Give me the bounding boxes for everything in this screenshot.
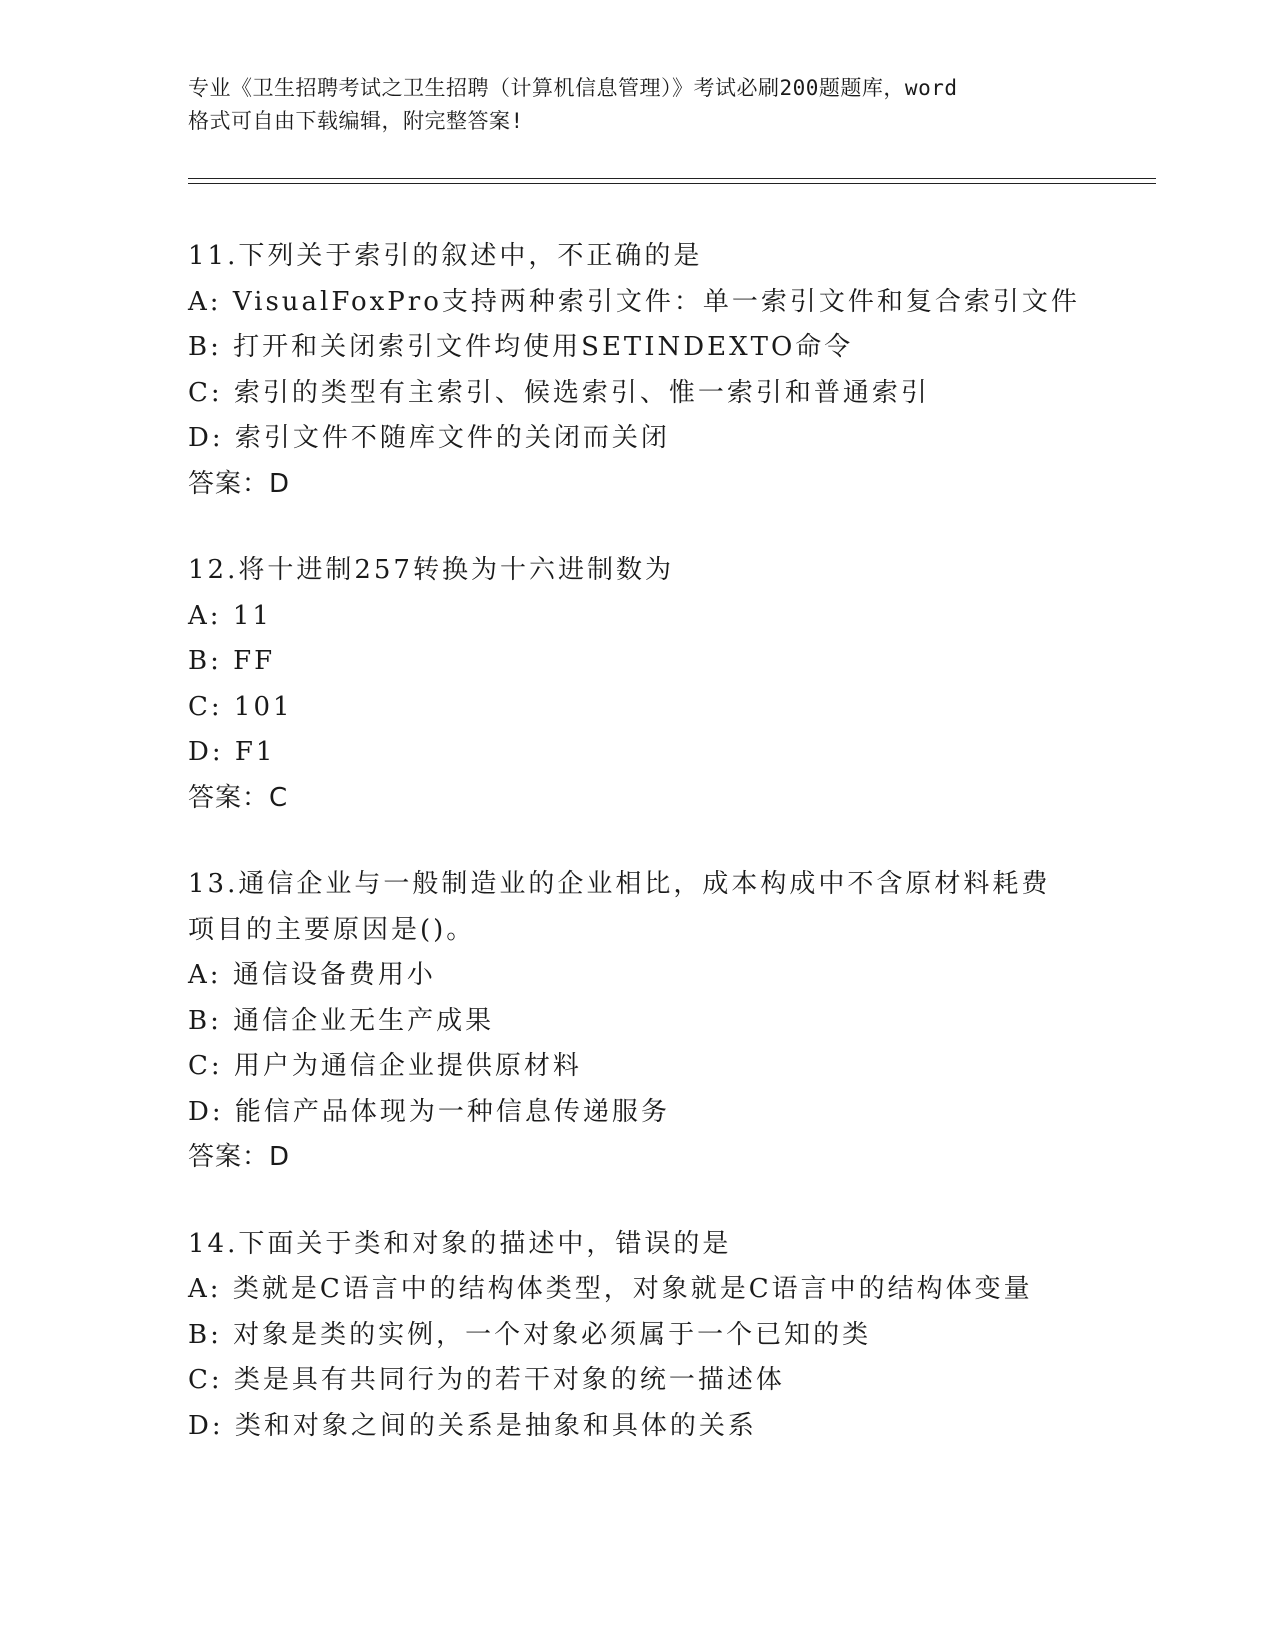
header-divider-bottom: [188, 183, 1156, 184]
option-c: [188, 685, 1088, 731]
option-text: 打开和关闭索引文件均使用SETINDEXTO命令: [233, 332, 854, 362]
answer-line: 答案：C: [188, 782, 289, 813]
question-stem: 11.下列关于索引的叙述中，不正确的是: [188, 241, 703, 271]
option-key: C:: [188, 691, 223, 722]
option-text: 用户为通信企业提供原材料: [233, 1051, 582, 1081]
header-line-2: 格式可自由下载编辑，附完整答案!: [188, 109, 524, 133]
option-text: 通信企业无生产成果: [233, 1005, 495, 1036]
option-key: B:: [188, 1005, 222, 1036]
answer-line: 答案：D: [188, 468, 291, 499]
option-key: A:: [188, 1274, 222, 1304]
option-text: 索引文件不随库文件的关闭而关闭: [234, 423, 670, 453]
question-stem: 12.将十进制257转换为十六进制数为: [188, 555, 674, 585]
option-text: 通信设备费用小: [232, 960, 436, 990]
header-line-1: 专业《卫生招聘考试之卫生招聘（计算机信息管理）》考试必刷200题题库，word: [188, 76, 958, 100]
option-text: 11: [232, 600, 272, 631]
option-key: C:: [188, 1365, 223, 1395]
question-stem: 14.下面关于类和对象的描述中，错误的是: [188, 1228, 732, 1259]
question-13: [188, 862, 1088, 1181]
question-12: [188, 548, 1088, 821]
option-b: [188, 999, 1088, 1045]
option-text: 101: [233, 691, 293, 722]
option-text: 对象是类的实例，一个对象必须属于一个已知的类: [233, 1319, 872, 1350]
option-key: C:: [188, 1051, 223, 1081]
option-text: 能信产品体现为一种信息传递服务: [234, 1096, 670, 1127]
option-d: [188, 730, 1088, 776]
option-key: D:: [188, 1410, 224, 1441]
option-key: D:: [188, 737, 224, 767]
option-key: D:: [188, 423, 224, 453]
option-key: A:: [188, 960, 222, 990]
option-text: 类和对象之间的关系是抽象和具体的关系: [234, 1410, 757, 1441]
question-stem: 13.通信企业与一般制造业的企业相比，成本构成中不含原材料耗费项目的主要原因是()。: [188, 869, 1051, 945]
option-key: D:: [188, 1096, 224, 1127]
option-c: [188, 371, 1088, 417]
option-text: F1: [234, 737, 276, 767]
option-b: [188, 1313, 1088, 1359]
option-a: [188, 594, 1088, 640]
question-list: [188, 234, 1088, 1490]
option-a: [188, 1267, 1088, 1313]
option-c: [188, 1044, 1088, 1090]
option-key: C:: [188, 377, 223, 408]
header-divider-top: [188, 178, 1156, 179]
option-text: 索引的类型有主索引、候选索引、惟一索引和普通索引: [233, 377, 930, 408]
option-key: B:: [188, 332, 222, 362]
question-14: [188, 1222, 1088, 1450]
option-b: [188, 639, 1088, 685]
option-key: B:: [188, 646, 222, 676]
answer-line: 答案：D: [188, 1142, 291, 1172]
option-b: [188, 325, 1088, 371]
option-d: [188, 1404, 1088, 1450]
option-text: VisualFoxPro支持两种索引文件：单一索引文件和复合索引文件: [232, 286, 1080, 317]
option-key: B:: [188, 1319, 222, 1350]
document-header: [188, 72, 1088, 138]
option-text: FF: [233, 646, 276, 676]
option-c: [188, 1358, 1088, 1404]
option-key: A:: [188, 286, 222, 317]
option-d: [188, 1090, 1088, 1136]
question-11: [188, 234, 1088, 507]
option-key: A:: [188, 600, 222, 631]
option-d: [188, 416, 1088, 462]
option-text: 类是具有共同行为的若干对象的统一描述体: [233, 1365, 785, 1395]
option-a: [188, 953, 1088, 999]
option-text: 类就是C语言中的结构体类型，对象就是C语言中的结构体变量: [232, 1274, 1033, 1304]
option-a: [188, 280, 1088, 326]
